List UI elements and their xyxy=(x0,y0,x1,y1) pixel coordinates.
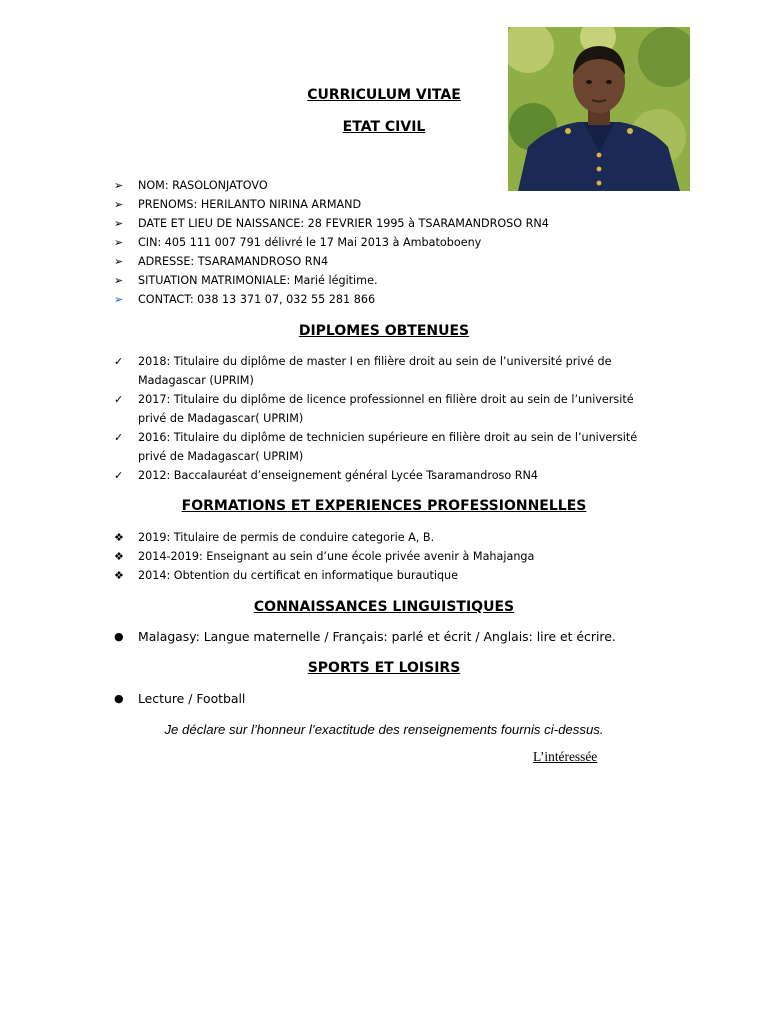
arrowhead-icon: ➢ xyxy=(114,179,124,192)
section-heading-etat-civil: ETAT CIVIL xyxy=(342,119,426,135)
diamond-cluster-icon: ❖ xyxy=(114,531,124,544)
list-item: ❖ 2014: Obtention du certificat en informatique burautique xyxy=(114,566,674,585)
list-item: ❖ 2019: Titulaire de permis de conduire categorie A, B. xyxy=(114,528,674,547)
list-item: ● Lecture / Football xyxy=(114,691,246,706)
section-heading-langues: CONNAISSANCES LINGUISTIQUES xyxy=(253,599,515,615)
list-item: ➢ DATE ET LIEU DE NAISSANCE: 28 FEVRIER 1995 à TSARAMANDROSO RN4 xyxy=(114,214,674,233)
cv-title: CURRICULUM VITAE xyxy=(307,87,461,103)
list-item: ✓ 2016: Titulaire du diplôme de technicien supérieure en filière droit au sein de l’université privé de Madagascar( UPRIM) xyxy=(114,428,674,466)
langues-list xyxy=(114,627,674,646)
arrowhead-icon: ➢ xyxy=(114,198,124,211)
dot-icon: ● xyxy=(114,692,124,705)
sports-list xyxy=(114,689,674,708)
list-item: ➢ NOM: RASOLONJATOVO xyxy=(114,176,674,195)
list-item: ● Malagasy: Langue maternelle / Français: parlé et écrit / Anglais: lire et écrire. xyxy=(114,629,616,644)
list-item: ✓ 2017: Titulaire du diplôme de licence professionnel en filière droit au sein de l’université privé de Madagascar( UPRIM) xyxy=(114,390,674,428)
arrowhead-icon: ➢ xyxy=(114,293,124,306)
section-heading-formations: FORMATIONS ET EXPERIENCES PROFESSIONNELLES xyxy=(181,498,587,514)
list-item: ➢ ADRESSE: TSARAMANDROSO RN4 xyxy=(114,252,674,271)
signature-label: L’intéressée xyxy=(533,749,598,764)
civil-list xyxy=(114,176,674,309)
checkmark-icon: ✓ xyxy=(114,355,124,368)
diplomes-list xyxy=(114,352,674,485)
list-item: ✓ 2012: Baccalauréat d’enseignement général Lycée Tsaramandroso RN4 xyxy=(114,466,674,485)
arrowhead-icon: ➢ xyxy=(114,255,124,268)
arrowhead-icon: ➢ xyxy=(114,217,124,230)
dot-icon: ● xyxy=(114,630,124,643)
list-item: ❖ 2014-2019: Enseignant au sein d’une école privée avenir à Mahajanga xyxy=(114,547,674,566)
section-heading-diplomes: DIPLOMES OBTENUES xyxy=(298,323,470,339)
checkmark-icon: ✓ xyxy=(114,393,124,406)
checkmark-icon: ✓ xyxy=(114,431,124,444)
diamond-cluster-icon: ❖ xyxy=(114,550,124,563)
portrait-illustration xyxy=(508,27,690,191)
arrowhead-icon: ➢ xyxy=(114,236,124,249)
list-item: ➢ CONTACT: 038 13 371 07, 032 55 281 866 xyxy=(114,290,674,309)
checkmark-icon: ✓ xyxy=(114,469,124,482)
declaration-text: Je déclare sur l’honneur l’exactitude des renseignements fournis ci-dessus. xyxy=(164,722,604,737)
arrowhead-icon: ➢ xyxy=(114,274,124,287)
portrait-photo xyxy=(508,27,690,191)
list-item: ✓ 2018: Titulaire du diplôme de master I en filière droit au sein de l’université privé de Madagascar (UPRIM) xyxy=(114,352,674,390)
formations-list xyxy=(114,528,674,585)
list-item: ➢ PRENOMS: HERILANTO NIRINA ARMAND xyxy=(114,195,674,214)
diamond-cluster-icon: ❖ xyxy=(114,569,124,582)
list-item: ➢ SITUATION MATRIMONIALE: Marié légitime. xyxy=(114,271,674,290)
section-heading-sports: SPORTS ET LOISIRS xyxy=(307,660,461,676)
list-item: ➢ CIN: 405 111 007 791 délivré le 17 Mai 2013 à Ambatoboeny xyxy=(114,233,674,252)
